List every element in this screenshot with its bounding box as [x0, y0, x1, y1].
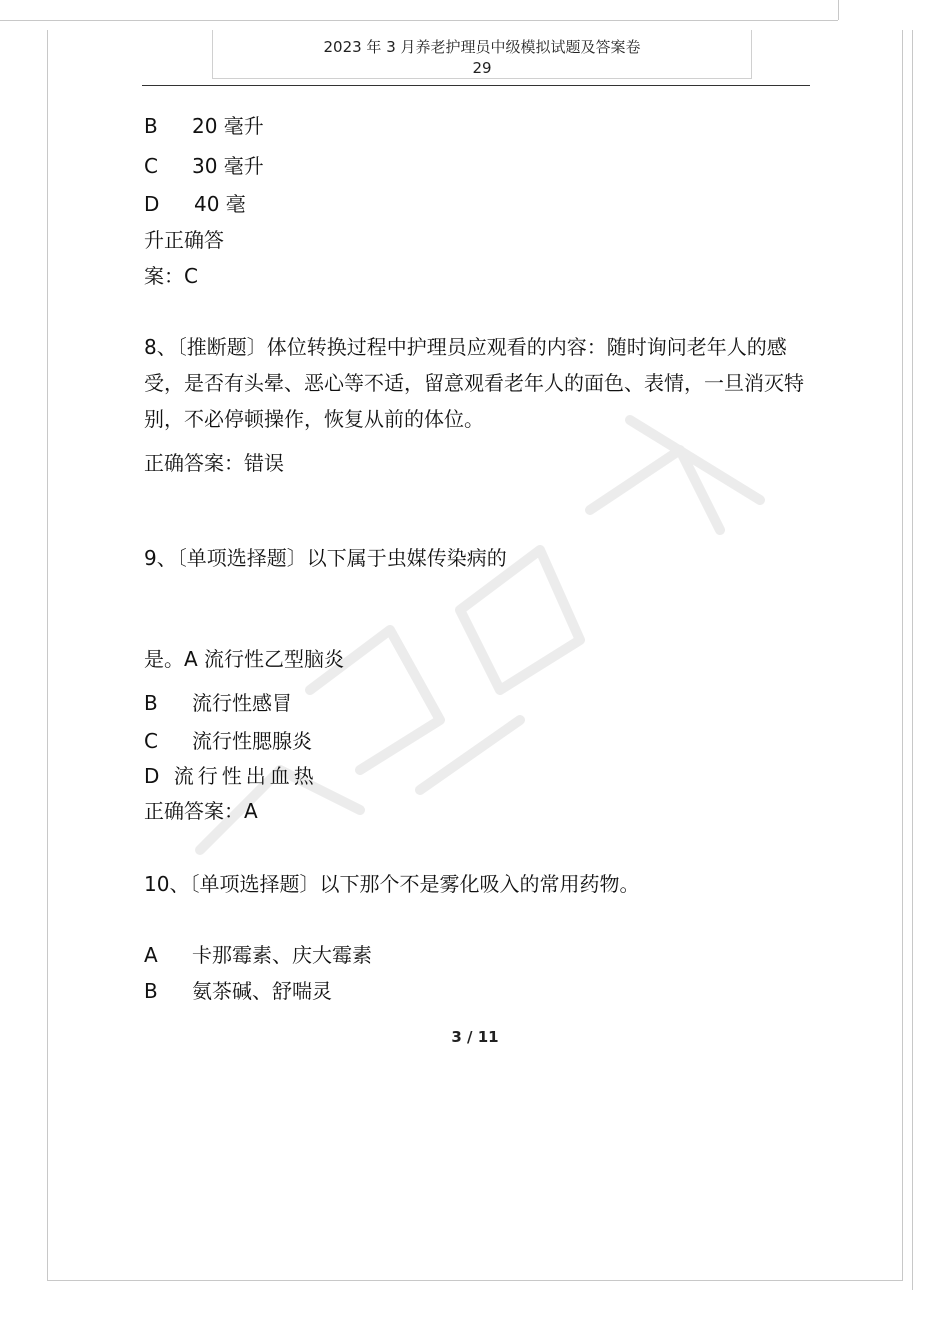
q9-answer: 正确答案：A	[144, 799, 258, 823]
q9-question: 9、〔单项选择题〕以下属于虫媒传染病的	[144, 546, 507, 570]
q8-question: 8、〔推断题〕体位转换过程中护理员应观看的内容：随时询问老年人的感受，是否有头晕、恶心等不适，留意观看老年人的面色、表情，一旦消灭特别，不必停顿操作，恢复从前的体位。	[144, 335, 804, 431]
header-title: 2023 年 3 月养老护理员中级模拟试题及答案卷	[323, 38, 641, 56]
q7-answer-line2: 案：C	[144, 264, 198, 288]
q9-option-b	[144, 691, 292, 715]
frame-left-line	[47, 30, 48, 1280]
q7-option-b-letter: B	[144, 114, 158, 138]
q10-option-a	[144, 943, 372, 967]
q7-option-d-text: 40 毫	[194, 192, 246, 216]
frame-right-top-line	[838, 0, 839, 20]
q7-option-d-letter: D	[144, 192, 160, 216]
q9-option-a-line: 是。A 流行性乙型脑炎	[144, 647, 345, 671]
header-rule	[142, 85, 810, 86]
q9-option-c	[144, 729, 312, 753]
q10-option-b-text: 氨茶碱、舒喘灵	[192, 979, 332, 1003]
q10-option-a-text: 卡那霉素、庆大霉素	[192, 943, 372, 967]
page-header	[212, 30, 752, 79]
q9-option-b-text: 流行性感冒	[192, 691, 292, 715]
q10-option-a-letter: A	[144, 943, 158, 967]
frame-right-outer-line	[912, 30, 913, 1290]
frame-top-line	[0, 20, 838, 21]
q8-answer: 正确答案：错误	[144, 451, 284, 475]
q7-option-c	[144, 154, 264, 178]
q9-option-c-text: 流行性腮腺炎	[192, 729, 312, 753]
q7-option-b	[144, 114, 264, 138]
page-number: 3 / 11	[451, 1028, 499, 1046]
q10-question: 10、〔单项选择题〕以下那个不是雾化吸入的常用药物。	[144, 872, 640, 896]
frame-bottom-line	[47, 1280, 903, 1281]
q10-option-b	[144, 979, 332, 1003]
q10-option-b-letter: B	[144, 979, 158, 1003]
q9-option-d-line: D 流行性出血热	[144, 764, 318, 788]
q9-option-b-letter: B	[144, 691, 158, 715]
q7-answer-line1: 升正确答	[144, 228, 224, 252]
q7-option-b-text: 20 毫升	[192, 114, 264, 138]
header-subtitle: 29	[472, 59, 492, 77]
q7-option-d	[144, 192, 246, 216]
q9-option-c-letter: C	[144, 729, 158, 753]
frame-right-line	[902, 30, 903, 1280]
q7-option-c-text: 30 毫升	[192, 154, 264, 178]
q7-option-c-letter: C	[144, 154, 158, 178]
